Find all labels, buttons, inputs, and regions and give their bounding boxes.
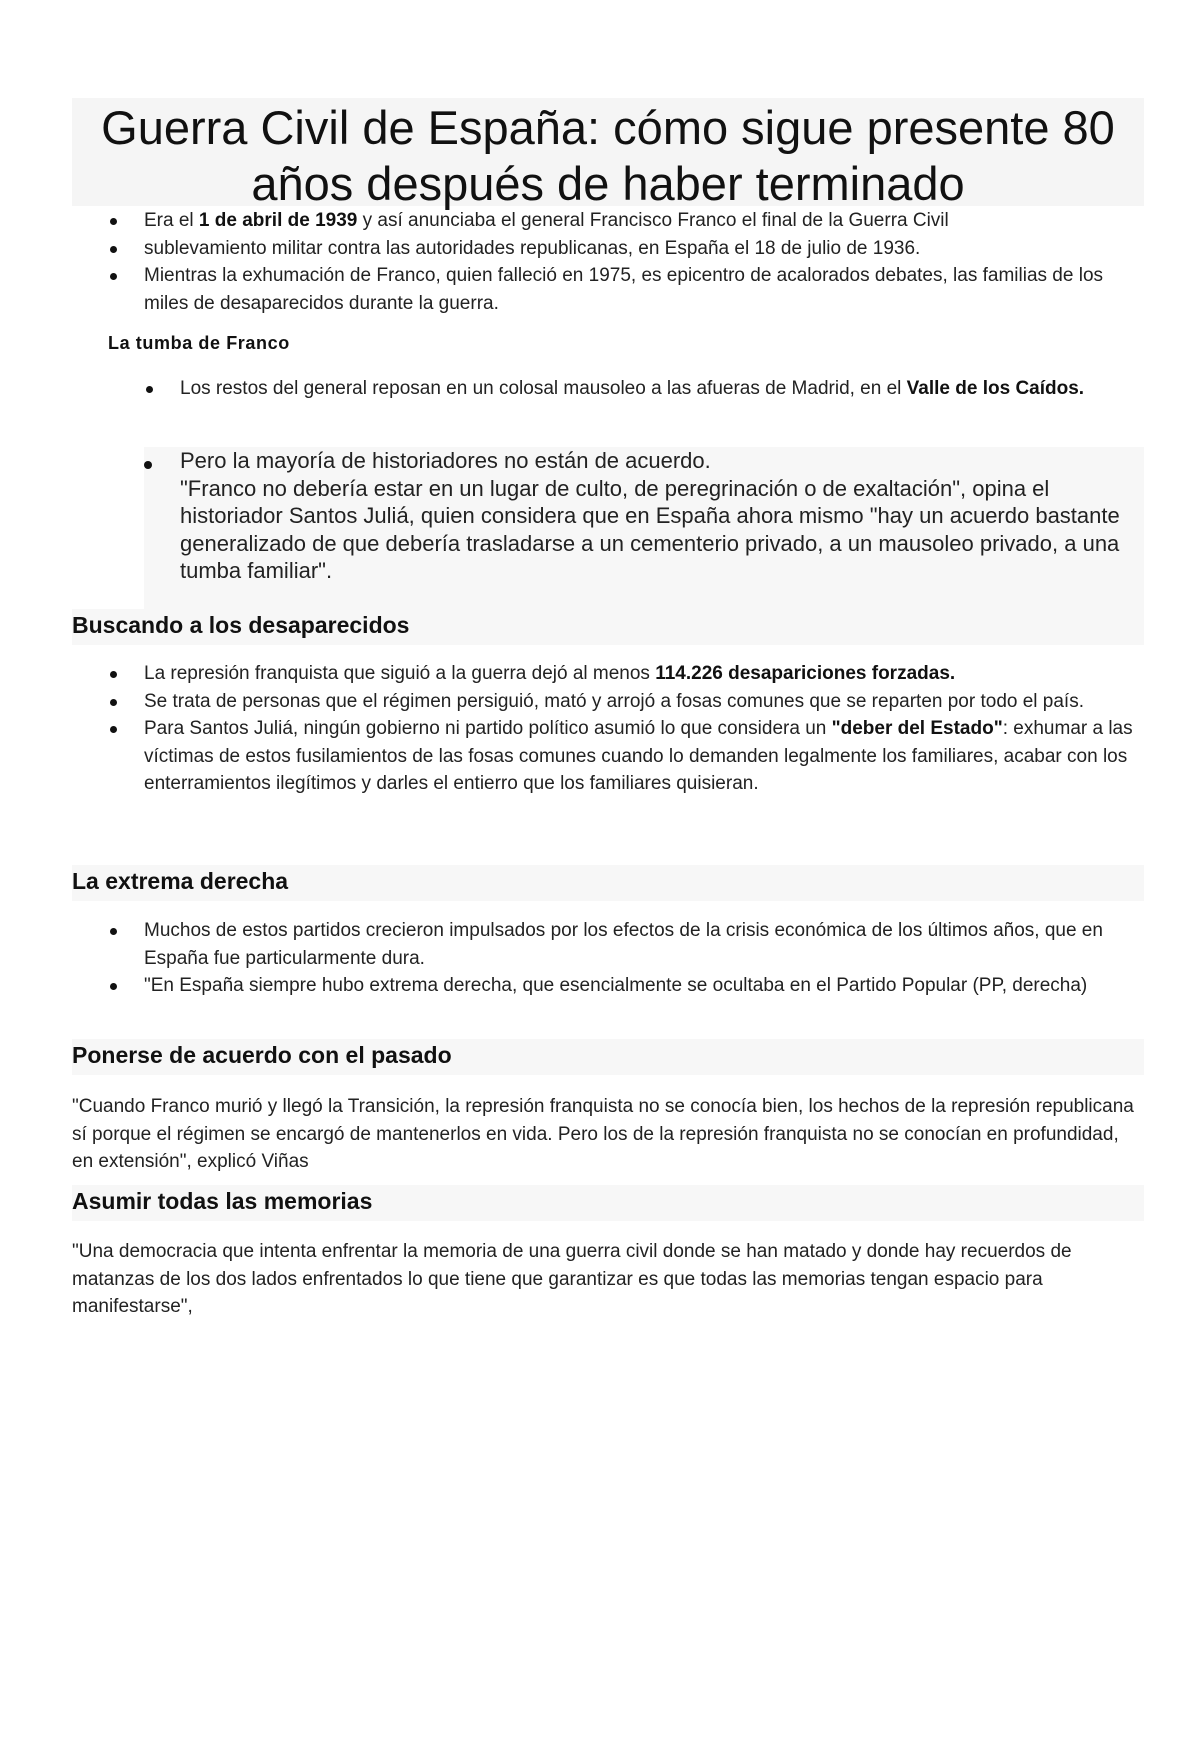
section-heading-pasado: Ponerse de acuerdo con el pasado — [72, 1042, 452, 1068]
bullet-text: La represión franquista que siguió a la guerra dejó al menos — [144, 663, 656, 684]
tumba-list — [180, 375, 1130, 403]
subheading-tumba: La tumba de Franco — [108, 333, 290, 353]
desaparecidos-list — [144, 660, 1144, 798]
list-item — [144, 917, 1144, 972]
bullet-text: y así anunciaba el general Francisco Franco el final de la Guerra Civil — [357, 210, 949, 231]
extrema-list — [144, 917, 1144, 1000]
bullet-bold-text: "deber del Estado" — [831, 718, 1003, 739]
bullet-text: sublevamiento militar contra las autoridades republicanas, en España el 18 de julio de 1936. — [144, 237, 921, 259]
section-heading-desaparecidos: Buscando a los desaparecidos — [72, 612, 410, 638]
list-item — [180, 375, 1130, 403]
bullet-icon — [110, 983, 117, 990]
bullet-bold-text: 1 de abril de 1939 — [198, 210, 358, 231]
bullet-icon — [110, 246, 117, 253]
bullet-icon — [146, 386, 153, 393]
bullet-bold-text: Valle de los Caídos. — [906, 378, 1085, 399]
bullet-text: Los restos del general reposan en un colosal mausoleo a las afueras de Madrid, en el — [180, 378, 907, 399]
bullet-icon — [110, 726, 117, 733]
bullet-icon — [110, 699, 117, 706]
paragraph-pasado: "Cuando Franco murió y llegó la Transición, la represión franquista no se conocía bien, los hechos de la represión republicana sí porque el régimen se encargó de mantenerlos en vida. Pero los de la represión franquista no se conocían en profundidad, en extensión", explicó Viñas — [72, 1096, 1134, 1172]
quote-line: Pero la mayoría de historiadores no están de acuerdo. — [180, 448, 711, 473]
intro-list — [144, 207, 1144, 317]
section-heading-extrema-derecha: La extrema derecha — [72, 868, 289, 894]
bullet-text: Para Santos Juliá, ningún gobierno ni partido político asumió lo que considera un — [144, 718, 832, 739]
section-heading-memorias: Asumir todas las memorias — [72, 1188, 373, 1214]
paragraph-memorias: "Una democracia que intenta enfrentar la memoria de una guerra civil donde se han matado y donde hay recuerdos de matanzas de los dos lados enfrentados lo que tiene que garantizar es que todas las memorias tengan espacio para manifestarse", — [72, 1241, 1072, 1317]
title-block — [72, 98, 1144, 210]
bullet-text: Mientras la exhumación de Franco, quien falleció en 1975, es epicentro de acalorados debates, las familias de los miles de desaparecidos durante la guerra. — [144, 265, 1104, 314]
bullet-text: Muchos de estos partidos crecieron impulsados por los efectos de la crisis económica de los últimos años, que en España fue particularmente dura. — [144, 920, 1103, 969]
bullet-icon — [110, 218, 117, 225]
list-item — [144, 688, 1144, 716]
bullet-bold-text: 114.226 desapariciones forzadas. — [655, 663, 956, 684]
bullet-icon — [110, 671, 117, 678]
bullet-text: Era el — [144, 210, 199, 231]
list-item — [144, 235, 1144, 263]
list-item — [144, 207, 1144, 235]
bullet-icon — [110, 928, 117, 935]
bullet-text: : exhumar a las víctimas de estos fusilamientos de las fosas comunes cuando lo demanden legalmente los familiares, acabar con los enterramientos ilegítimos y darles el entierro que los familiares quisieran. — [144, 718, 1133, 794]
list-item — [144, 972, 1144, 1000]
bullet-icon — [144, 461, 152, 469]
bullet-text: "En España siempre hubo extrema derecha, que esencialmente se ocultaba en el Partido Popular (PP, derecha) — [144, 975, 1088, 996]
bullet-icon — [110, 273, 117, 280]
quote-line: "Franco no debería estar en un lugar de culto, de peregrinación o de exaltación", opina el historiador Santos Juliá, quien considera que en España ahora mismo "hay un acuerdo bastante generalizado de que debería trasladarse a un cementerio privado, a un mausoleo privado, a una tumba familiar". — [180, 475, 1120, 583]
list-item — [144, 660, 1144, 688]
list-item — [144, 262, 1144, 317]
list-item — [144, 715, 1144, 798]
bullet-text: Se trata de personas que el régimen persiguió, mató y arrojó a fosas comunes que se reparten por todo el país. — [144, 690, 1084, 712]
quote-text — [180, 447, 1140, 585]
page-title: Guerra Civil de España: cómo sigue presente 80 años después de haber terminado — [101, 101, 1115, 210]
